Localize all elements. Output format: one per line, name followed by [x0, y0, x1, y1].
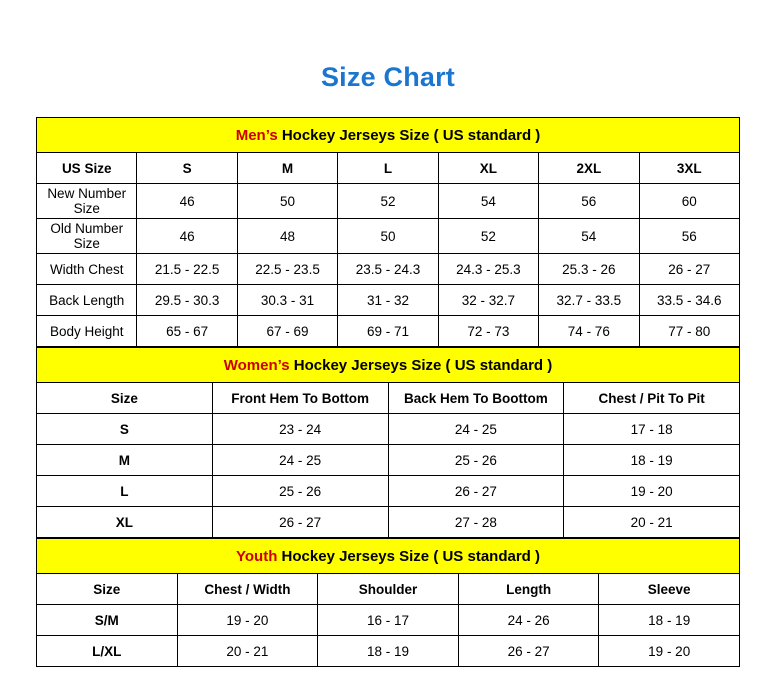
mens-row-4-cell-5: 74 - 76: [539, 316, 639, 347]
youth-row-0-cell-4: 18 - 19: [599, 605, 740, 636]
womens-header-cell-2: Back Hem To Boottom: [388, 383, 564, 414]
mens-header-row: [37, 153, 740, 184]
youth-row-1-label: L/XL: [37, 636, 178, 667]
mens-row-1-cell-1: 46: [137, 219, 237, 254]
womens-header-row: [37, 383, 740, 414]
youth-row-1-cell-2: 18 - 19: [318, 636, 459, 667]
mens-row-1-label: Old Number Size: [37, 219, 137, 254]
mens-banner-prefix: Men’s: [235, 126, 278, 144]
mens-row-0-label: New Number Size: [37, 184, 137, 219]
mens-header-cell-2: M: [237, 153, 337, 184]
womens-row-2-label: L: [37, 476, 213, 507]
mens-row-1-cell-4: 52: [438, 219, 538, 254]
mens-header-cell-0: US Size: [37, 153, 137, 184]
youth-row-1-cell-3: 26 - 27: [458, 636, 599, 667]
youth-banner-prefix: Youth: [236, 547, 278, 565]
womens-size-table: [36, 347, 740, 538]
youth-header-cell-1: Chest / Width: [177, 574, 318, 605]
table-row: [37, 507, 740, 538]
table-row: [37, 219, 740, 254]
youth-row-1-cell-4: 19 - 20: [599, 636, 740, 667]
mens-row-4-cell-6: 77 - 80: [639, 316, 739, 347]
womens-row-0-cell-3: 17 - 18: [564, 414, 740, 445]
youth-size-table: [36, 538, 740, 667]
mens-row-2-cell-3: 23.5 - 24.3: [338, 254, 438, 285]
mens-header-cell-5: 2XL: [539, 153, 639, 184]
mens-row-3-cell-4: 32 - 32.7: [438, 285, 538, 316]
youth-banner-row: [37, 539, 740, 574]
mens-row-4-cell-2: 67 - 69: [237, 316, 337, 347]
womens-row-3-cell-2: 27 - 28: [388, 507, 564, 538]
mens-header-cell-1: S: [137, 153, 237, 184]
table-row: [37, 605, 740, 636]
youth-header-cell-2: Shoulder: [318, 574, 459, 605]
womens-row-0-cell-1: 23 - 24: [212, 414, 388, 445]
womens-row-2-cell-3: 19 - 20: [564, 476, 740, 507]
womens-row-2-cell-1: 25 - 26: [212, 476, 388, 507]
size-tables-container: [36, 117, 740, 667]
mens-banner-cell: [37, 118, 740, 153]
mens-header-cell-4: XL: [438, 153, 538, 184]
youth-row-0-cell-1: 19 - 20: [177, 605, 318, 636]
womens-row-3-cell-1: 26 - 27: [212, 507, 388, 538]
mens-row-4-cell-3: 69 - 71: [338, 316, 438, 347]
youth-header-cell-4: Sleeve: [599, 574, 740, 605]
womens-row-2-cell-2: 26 - 27: [388, 476, 564, 507]
mens-row-0-cell-4: 54: [438, 184, 538, 219]
mens-row-1-cell-3: 50: [338, 219, 438, 254]
mens-row-3-cell-3: 31 - 32: [338, 285, 438, 316]
mens-row-4-label: Body Height: [37, 316, 137, 347]
mens-row-1-cell-6: 56: [639, 219, 739, 254]
womens-row-0-label: S: [37, 414, 213, 445]
mens-row-2-label: Width Chest: [37, 254, 137, 285]
womens-row-3-cell-3: 20 - 21: [564, 507, 740, 538]
mens-row-2-cell-6: 26 - 27: [639, 254, 739, 285]
mens-row-3-cell-5: 32.7 - 33.5: [539, 285, 639, 316]
youth-row-0-cell-3: 24 - 26: [458, 605, 599, 636]
page-title: Size Chart: [320, 62, 456, 92]
table-row: [37, 445, 740, 476]
mens-row-1-cell-2: 48: [237, 219, 337, 254]
womens-row-1-label: M: [37, 445, 213, 476]
table-row: [37, 254, 740, 285]
womens-row-3-label: XL: [37, 507, 213, 538]
mens-row-1-cell-5: 54: [539, 219, 639, 254]
youth-row-1-cell-1: 20 - 21: [177, 636, 318, 667]
womens-header-cell-0: Size: [37, 383, 213, 414]
womens-row-1-cell-3: 18 - 19: [564, 445, 740, 476]
mens-banner-row: [37, 118, 740, 153]
youth-header-cell-0: Size: [37, 574, 178, 605]
mens-row-4-cell-4: 72 - 73: [438, 316, 538, 347]
mens-banner-rest: Hockey Jerseys Size ( US standard ): [277, 126, 541, 144]
mens-row-2-cell-1: 21.5 - 22.5: [137, 254, 237, 285]
womens-header-cell-1: Front Hem To Bottom: [212, 383, 388, 414]
mens-row-4-cell-1: 65 - 67: [137, 316, 237, 347]
table-row: [37, 636, 740, 667]
mens-row-2-cell-4: 24.3 - 25.3: [438, 254, 538, 285]
youth-header-cell-3: Length: [458, 574, 599, 605]
mens-row-3-cell-1: 29.5 - 30.3: [137, 285, 237, 316]
youth-header-row: [37, 574, 740, 605]
table-row: [37, 316, 740, 347]
mens-row-3-cell-6: 33.5 - 34.6: [639, 285, 739, 316]
youth-banner-cell: [37, 539, 740, 574]
mens-row-3-cell-2: 30.3 - 31: [237, 285, 337, 316]
table-row: [37, 184, 740, 219]
womens-header-cell-3: Chest / Pit To Pit: [564, 383, 740, 414]
table-row: [37, 414, 740, 445]
womens-row-1-cell-1: 24 - 25: [212, 445, 388, 476]
mens-row-0-cell-1: 46: [137, 184, 237, 219]
youth-banner-rest: Hockey Jerseys Size ( US standard ): [277, 547, 540, 565]
mens-row-0-cell-2: 50: [237, 184, 337, 219]
table-row: [37, 285, 740, 316]
mens-row-0-cell-5: 56: [539, 184, 639, 219]
womens-banner-row: [37, 348, 740, 383]
womens-banner-cell: [37, 348, 740, 383]
womens-row-0-cell-2: 24 - 25: [388, 414, 564, 445]
womens-banner-prefix: Women’s: [223, 356, 290, 374]
table-row: [37, 476, 740, 507]
mens-row-0-cell-3: 52: [338, 184, 438, 219]
mens-header-cell-3: L: [338, 153, 438, 184]
womens-banner-rest: Hockey Jerseys Size ( US standard ): [289, 356, 553, 374]
youth-row-0-label: S/M: [37, 605, 178, 636]
youth-row-0-cell-2: 16 - 17: [318, 605, 459, 636]
mens-row-3-label: Back Length: [37, 285, 137, 316]
mens-header-cell-6: 3XL: [639, 153, 739, 184]
womens-row-1-cell-2: 25 - 26: [388, 445, 564, 476]
mens-row-2-cell-2: 22.5 - 23.5: [237, 254, 337, 285]
mens-row-2-cell-5: 25.3 - 26: [539, 254, 639, 285]
mens-row-0-cell-6: 60: [639, 184, 739, 219]
mens-size-table: [36, 117, 740, 347]
